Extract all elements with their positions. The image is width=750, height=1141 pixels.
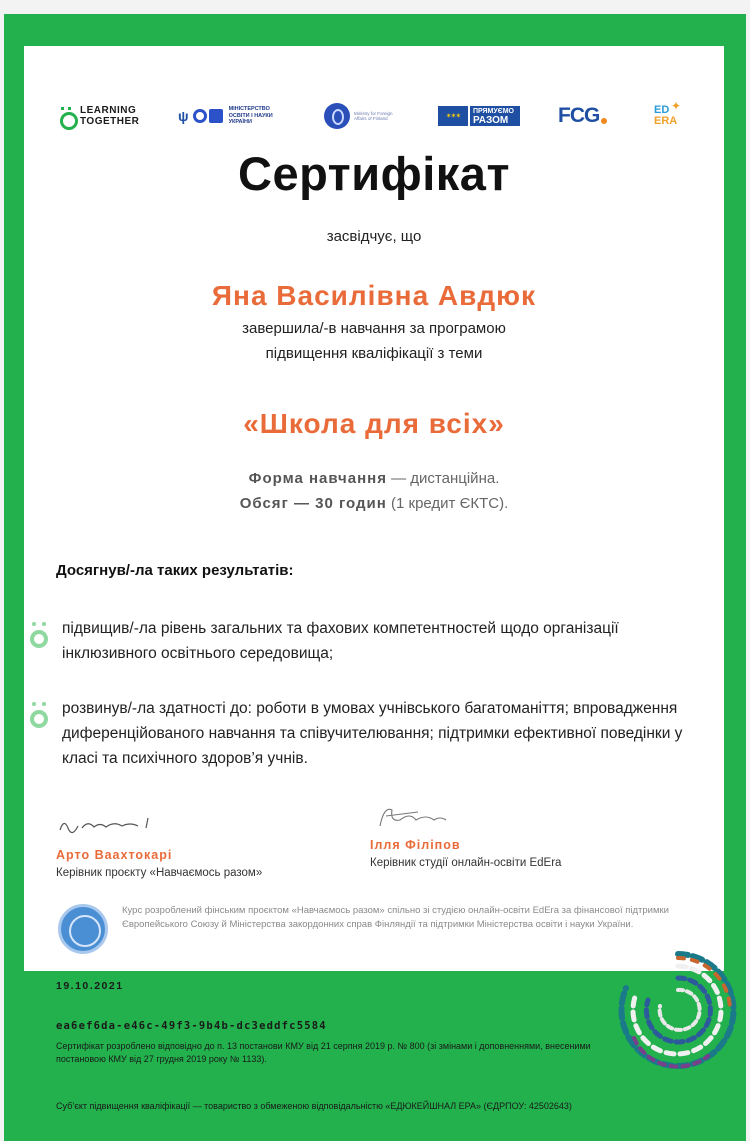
edera-star-icon: ✦ (671, 99, 682, 113)
learning-together-text: LEARNING TOGETHER (80, 105, 140, 127)
bullet-icon (28, 620, 50, 650)
course-credit-note: Курс розроблений фінським проєктом «Навчаємось разом» спільно зі студією онлайн-освіти EdEra за фінансової підтримки Європейського Союзу й Міністерства закордонних справ Фінляндії та підтримки Міністерства освіти і науки України. (122, 905, 669, 930)
eu-razom-logo (438, 96, 520, 136)
trident-icon: ψ (178, 108, 189, 124)
fcg-logo (558, 96, 607, 136)
course-title: «Школа для всіх» (243, 408, 505, 439)
certificate-id: ea6ef6da-e46c-49f3-9b4b-dc3eddfc5584 (56, 1020, 327, 1032)
certificate-title: Сертифікат (238, 147, 510, 200)
fcg-text: FCG (558, 104, 600, 127)
ministry-seal-icon (58, 904, 108, 954)
eu-flag-icon: ✶✶✶ (438, 106, 468, 126)
signature-scribble-icon (56, 812, 166, 836)
finland-mfa-logo (324, 96, 402, 136)
partner-logos (24, 96, 724, 136)
signature-scribble-icon (370, 802, 450, 834)
certificate-card: LEARNING TOGETHER ψ МІНІСТЕРСТВО ОСВІТИ І НАУКИ УКРАЇНИ Ministry for Foreign Affairs of Finland ✶✶✶ ПРЯМУЄМО РАЗОМ FCG ED ERA ✦ Сертифікат засвідчує, що Яна Василівна Авдюк завершила/-в навчання за програмою підвищення кваліфікації з теми «Школа для всіх» Форма навчання — дистанційна. Обсяг — 30 годин (1 кредит ЄКТС). Досягнув/-ла таких результатів: підвищив/-ла рівень загальних та фахових компетентностей щодо організації інклюзивного освітнього середовища; розвинув/-ла здатності до: роботи в умовах учнівського багатоманіття; впровадження диференційованого навчання та співучителювання; підтримки ефективної поведінки у класі та психічного здоров’я учнів. Арто Ваахтокарі Керівник проєкту «Навчаємось разом» Ілля Філіпов Керівник студії онлайн-освіти EdEra Курс розроблений фінським проєктом «Навчаємось разом» спільно зі студією онлайн-освіти EdEra за фінансової підтримки Європейського Союзу й Міністерства закордонних справ Фінляндії та підтримки Міністерства освіти і науки України. (24, 46, 724, 971)
learning-together-logo (58, 96, 144, 136)
certificate-frame (4, 14, 746, 1141)
ministry-icon (193, 108, 225, 124)
fcg-dot-icon (601, 118, 607, 124)
results-heading: Досягнув/-ла таких результатів: (56, 562, 294, 579)
certifies-text: засвідчує, що (326, 228, 422, 245)
ministry-logo (178, 96, 289, 136)
edera-text: ED ERA ✦ (654, 99, 682, 127)
ministry-text: МІНІСТЕРСТВО ОСВІТИ І НАУКИ УКРАЇНИ (228, 106, 273, 126)
finland-emblem-icon (324, 103, 350, 129)
course-details: Форма навчання — дистанційна. Обсяг — 30 годин (1 кредит ЄКТС). (239, 470, 509, 512)
learning-together-icon (58, 107, 74, 125)
provider-entity: Суб’єкт підвищення кваліфікації — товариство з обмеженою відповідальністю «ЕДЮКЕЙШНАЛ ЕРА» (ЄДРПОУ: 42502643) (56, 1101, 572, 1111)
issue-date: 19.10.2021 (56, 980, 124, 992)
legal-note: Сертифікат розроблено відповідно до п. 13 постанови КМУ від 21 серпня 2019 р. № 800 (зі змінами і доповненнями, внесеними постановою КМУ від 27 грудня 2019 року № 1133). (56, 1041, 591, 1064)
eu-razom-text: ПРЯМУЄМО РАЗОМ (470, 106, 520, 126)
signer-role: Керівник студії онлайн-освіти EdEra (370, 857, 562, 869)
edera-logo (654, 96, 682, 136)
completion-text: завершила/-в навчання за програмою підвищення кваліфікації з теми (242, 320, 506, 362)
signer-role: Керівник проєкту «Навчаємось разом» (56, 867, 263, 879)
finland-text: Ministry for Foreign Affairs of Finland (354, 110, 393, 121)
bullet-icon (28, 700, 50, 730)
spiral-decoration-icon (608, 948, 748, 1072)
signer-name: Арто Ваахтокарі (56, 848, 173, 862)
signer-name: Ілля Філіпов (370, 838, 461, 852)
recipient-name: Яна Василівна Авдюк (211, 280, 537, 311)
